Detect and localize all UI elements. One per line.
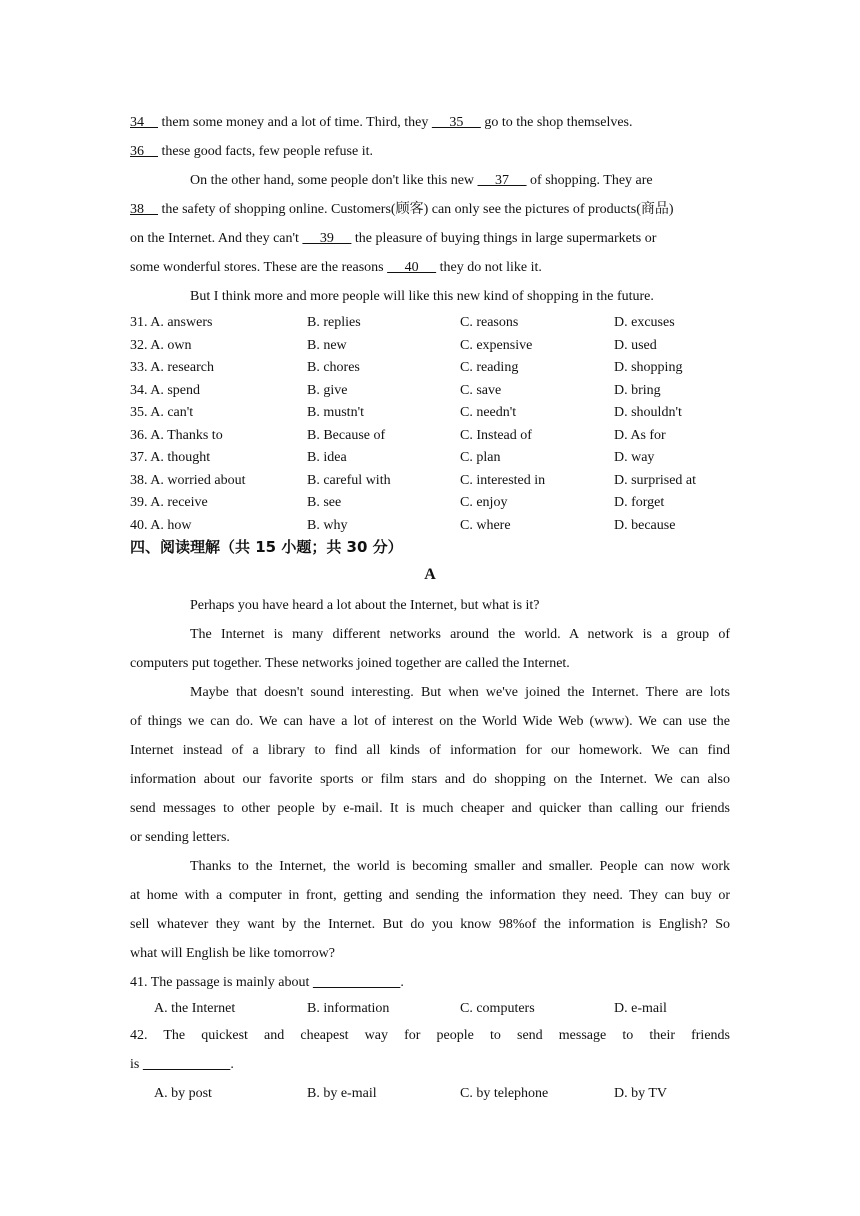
- option-a: 34. A. spend: [130, 382, 200, 398]
- option-d: D. forget: [614, 495, 665, 510]
- cloze-line: [130, 137, 730, 166]
- passage-line: Thanks to the Internet, the world is becoming smaller and smaller. People can now work: [190, 859, 730, 874]
- blank-40: 40: [387, 260, 437, 275]
- section-heading: 四、阅读理解（共 15 小题；共 30 分）: [130, 538, 403, 556]
- option-b: B. idea: [307, 450, 347, 465]
- question-41-options: [130, 997, 730, 1021]
- option-b: B. by e-mail: [307, 1086, 377, 1101]
- option-row: [130, 515, 730, 538]
- option-c: C. save: [460, 382, 502, 398]
- passage-line: what will English be like tomorrow?: [130, 946, 335, 961]
- passage-line: computers put together. These networks joined together are called the Internet.: [130, 656, 570, 671]
- passage-line: Internet instead of a library to find all kinds of information for our homework. We can find: [130, 743, 730, 758]
- cloze-line: [130, 253, 730, 282]
- question-stem: is: [130, 1057, 143, 1072]
- option-b: B. Because of: [307, 427, 386, 443]
- option-a: A. by post: [154, 1086, 212, 1101]
- option-row: [130, 357, 730, 380]
- passage-body: [130, 591, 730, 968]
- option-c: C. where: [460, 517, 511, 533]
- option-row: [130, 492, 730, 515]
- option-a: 40. A. how: [130, 517, 192, 533]
- option-row: [130, 470, 730, 493]
- option-d: D. because: [614, 517, 676, 533]
- cloze-text: the safety of shopping online. Customers(顾客) can only see the pictures of products(商品): [158, 202, 674, 217]
- option-b: B. chores: [307, 360, 360, 375]
- answer-blank: [143, 1057, 231, 1072]
- cloze-options: [130, 312, 730, 537]
- option-b: B. information: [307, 1001, 390, 1016]
- blank-37: 37: [477, 173, 527, 188]
- option-c: C. enjoy: [460, 495, 508, 510]
- option-b: B. replies: [307, 315, 361, 330]
- question-42-cont: [130, 1050, 730, 1079]
- option-c: C. plan: [460, 450, 501, 465]
- cloze-text: On the other hand, some people don't like this new: [190, 173, 478, 188]
- passage-line: Perhaps you have heard a lot about the Internet, but what is it?: [190, 598, 540, 613]
- cloze-text: of shopping. They are: [526, 173, 653, 188]
- option-c: C. Instead of: [460, 427, 532, 443]
- passage-line: The Internet is many different networks around the world. A network is a group of: [190, 627, 730, 642]
- answer-blank: [313, 975, 401, 990]
- option-d: D. used: [614, 337, 657, 353]
- blank-36: 36: [130, 144, 158, 159]
- option-d: D. shouldn't: [614, 405, 682, 420]
- cloze-text: some wonderful stores. These are the reasons: [130, 260, 388, 275]
- option-a: 38. A. worried about: [130, 472, 246, 488]
- option-a: 37. A. thought: [130, 450, 211, 465]
- question-stem: 41. The passage is mainly about: [130, 975, 313, 990]
- question-42: [130, 1021, 730, 1050]
- option-c: C. interested in: [460, 472, 546, 488]
- passage-line: of things we can do. We can have a lot of interest on the World Wide Web (www). We can use the: [130, 714, 730, 729]
- passage-line: or sending letters.: [130, 830, 230, 845]
- option-d: D. As for: [614, 427, 666, 443]
- question-end: .: [400, 975, 404, 990]
- option-b: B. mustn't: [307, 405, 364, 420]
- cloze-text: these good facts, few people refuse it.: [158, 144, 373, 159]
- option-d: D. shopping: [614, 360, 683, 375]
- option-a: 39. A. receive: [130, 495, 208, 510]
- option-c: C. computers: [460, 1001, 535, 1016]
- option-b: B. see: [307, 495, 342, 510]
- cloze-text: them some money and a lot of time. Third, they: [158, 115, 432, 130]
- option-a: 32. A. own: [130, 337, 192, 353]
- option-a: 35. A. can't: [130, 405, 194, 420]
- option-b: B. why: [307, 517, 348, 533]
- blank-34: 34: [130, 115, 158, 130]
- option-row: [130, 402, 730, 425]
- option-row: [130, 447, 730, 470]
- option-d: D. bring: [614, 382, 661, 398]
- option-row: [130, 425, 730, 448]
- passage-line: Maybe that doesn't sound interesting. But when we've joined the Internet. There are lots: [190, 685, 730, 700]
- passage-line: at home with a computer in front, getting and sending the information they need. They can buy or: [130, 888, 730, 903]
- option-a: 36. A. Thanks to: [130, 427, 223, 443]
- question-stem: 42. The quickest and cheapest way for people to send message to their friends: [130, 1028, 730, 1043]
- cloze-line: [130, 166, 730, 195]
- option-c: C. needn't: [460, 405, 517, 420]
- passage-line: send messages to other people by e-mail. It is much cheaper and quicker than calling our friends: [130, 801, 730, 816]
- option-a: 33. A. research: [130, 360, 214, 375]
- passage-title: A: [424, 566, 436, 583]
- blank-39: 39: [302, 231, 352, 246]
- cloze-text: go to the shop themselves.: [480, 115, 633, 130]
- option-row: [130, 380, 730, 403]
- question-end: .: [230, 1057, 234, 1072]
- option-d: D. e-mail: [614, 1001, 667, 1016]
- option-row: [130, 312, 730, 335]
- option-d: D. surprised at: [614, 472, 697, 488]
- passage-line: sell whatever they want by the Internet. But do you know 98%of the information is English? So: [130, 917, 730, 932]
- option-d: D. by TV: [614, 1086, 668, 1101]
- option-d: D. excuses: [614, 315, 675, 330]
- cloze-line: [130, 282, 730, 311]
- question-42-options: [130, 1079, 730, 1109]
- question-41: [130, 968, 730, 997]
- option-b: B. new: [307, 337, 347, 353]
- cloze-text: they do not like it.: [436, 260, 542, 275]
- cloze-text: the pleasure of buying things in large supermarkets or: [351, 231, 657, 246]
- cloze-line: [130, 224, 730, 253]
- option-c: C. expensive: [460, 337, 533, 353]
- cloze-text: on the Internet. And they can't: [130, 231, 303, 246]
- blank-38: 38: [130, 202, 158, 217]
- option-c: C. reasons: [460, 315, 519, 330]
- option-c: C. reading: [460, 360, 519, 375]
- cloze-line: [130, 108, 730, 137]
- option-a: A. the Internet: [154, 1001, 236, 1016]
- blank-35: 35: [431, 115, 481, 130]
- option-c: C. by telephone: [460, 1086, 549, 1101]
- option-row: [130, 335, 730, 358]
- option-d: D. way: [614, 450, 655, 465]
- cloze-line: [130, 195, 730, 224]
- exam-page: [130, 108, 730, 1109]
- cloze-text: But I think more and more people will like this new kind of shopping in the future.: [190, 289, 654, 304]
- passage-line: information about our favorite sports or film stars and do shopping on the Internet. We can also: [130, 772, 730, 787]
- option-b: B. careful with: [307, 472, 391, 488]
- option-b: B. give: [307, 382, 348, 398]
- option-a: 31. A. answers: [130, 315, 213, 330]
